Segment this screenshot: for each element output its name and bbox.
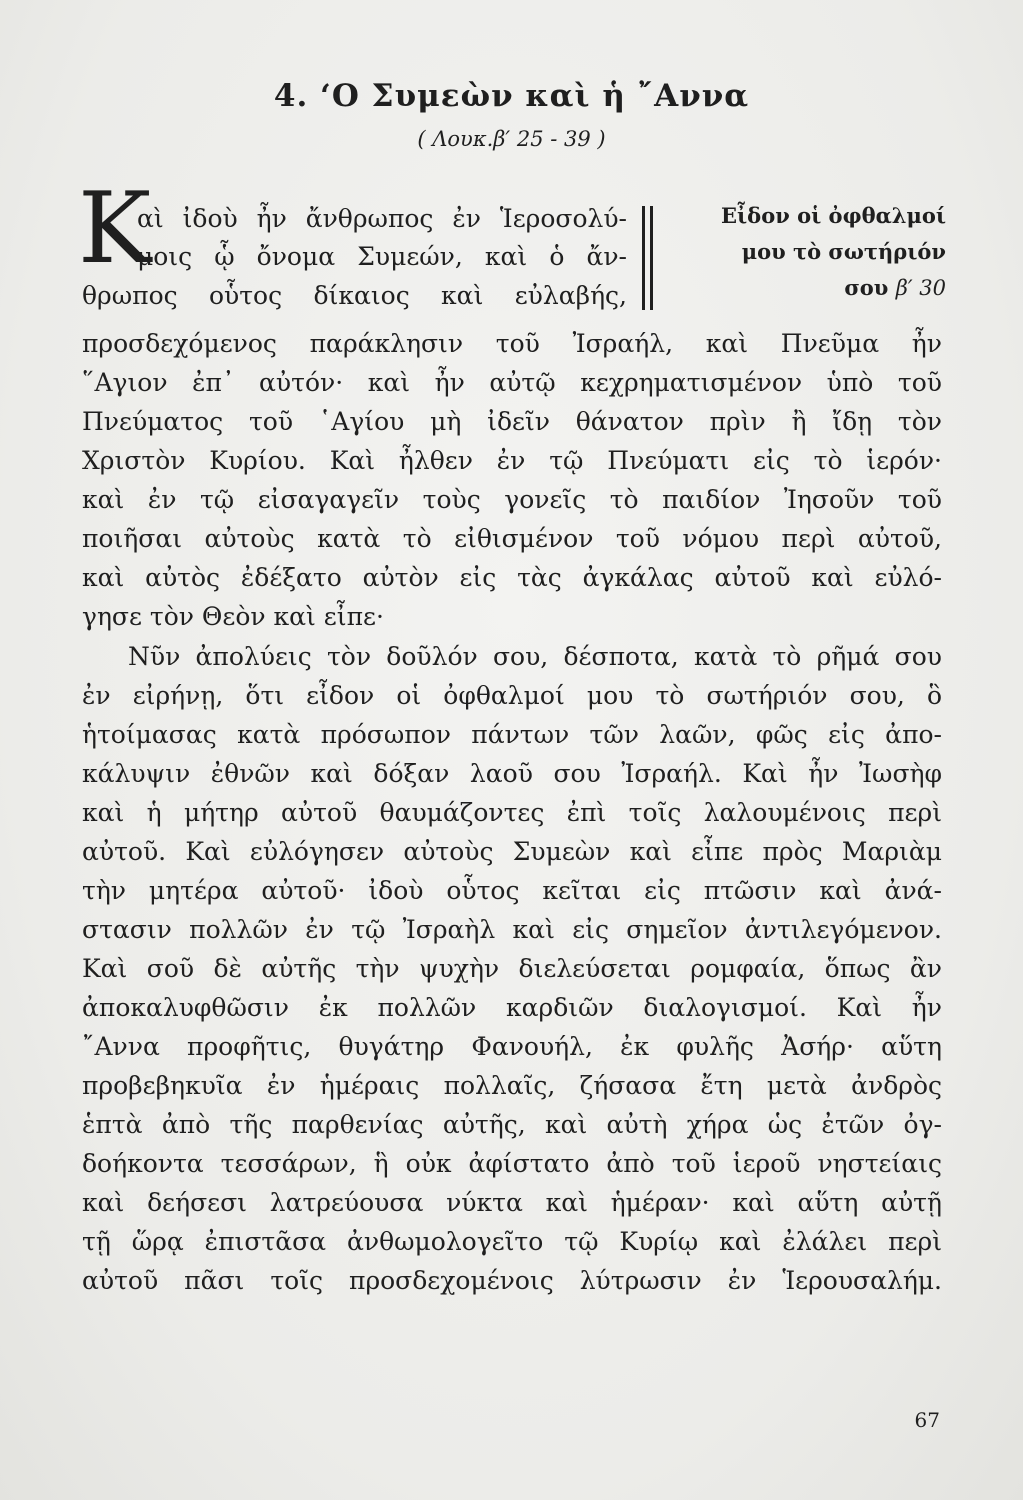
margin-rule [650, 206, 653, 310]
text-line: καὶ δεήσεσι λατρεύουσα νύκτα καὶ ἡμέραν· καὶ αὕτη αὐτῇ [82, 1188, 942, 1217]
margin-rule [642, 206, 645, 310]
margin-note-line: μου τὸ σωτήριόν [741, 239, 946, 264]
chapter-title: 4. ‘Ο Συμεὼν καὶ ἡ ῎Αννα [273, 78, 750, 114]
text-line: Πνεύματος τοῦ ῾Αγίου μὴ ἰδεῖν θάνατον πρὶν ἢ ἴδῃ τὸν [82, 407, 942, 436]
margin-note-word: σου [844, 275, 889, 300]
text-line: αὐτοῦ. Καὶ εὐλόγησεν αὐτοὺς Συμεὼν καὶ εἶπε πρὸς Μαριὰμ [82, 837, 942, 866]
text-line: Νῦν ἀπολύεις τὸν δοῦλόν σου, δέσποτα, κατὰ τὸ ρῆμά σου [128, 642, 942, 671]
text-line: Καὶ σοῦ δὲ αὐτῆς τὴν ψυχὴν διελεύσεται ρομφαία, ὅπως ἂν [82, 954, 942, 983]
text-line: καὶ ἐν τῷ εἰσαγαγεῖν τοὺς γονεῖς τὸ παιδίον Ἰησοῦν τοῦ [82, 485, 942, 514]
text-line: ἑπτὰ ἀπὸ τῆς παρθενίας αὐτῆς, καὶ αὐτὴ χήρα ὡς ἐτῶν ὀγ- [82, 1110, 942, 1139]
margin-note [656, 198, 946, 306]
text-line: κάλυψιν ἐθνῶν καὶ δόξαν λαοῦ σου Ἰσραήλ. Καὶ ἦν Ἰωσὴφ [82, 759, 942, 788]
text-line: καὶ ἡ μήτηρ αὐτοῦ θαυμάζοντες ἐπὶ τοῖς λαλουμένοις περὶ [82, 798, 942, 827]
text-line: προβεβηκυῖα ἐν ἡμέραις πολλαῖς, ζήσασα ἔτη μετὰ ἀνδρὸς [82, 1071, 942, 1100]
text-line: ῎Αννα προφῆτις, θυγάτηρ Φανουήλ, ἐκ φυλῆς Ἀσήρ· αὕτη [82, 1032, 942, 1061]
text-line: ἐν εἰρήνῃ, ὅτι εἶδον οἱ ὀφθαλμοί μου τὸ σωτήριόν σου, ὃ [82, 681, 942, 710]
margin-note-reference: β′ 30 [895, 276, 946, 300]
text-line: ἀποκαλυφθῶσιν ἐκ πολλῶν καρδιῶν διαλογισμοί. Καὶ ἦν [82, 993, 942, 1022]
text-line: ποιῆσαι αὐτοὺς κατὰ τὸ εἰθισμένον τοῦ νόμου περὶ αὐτοῦ, [82, 524, 942, 553]
text-line: ῞Αγιον ἐπ᾿ αὐτόν· καὶ ἦν αὐτῷ κεχρηματισμένον ὑπὸ τοῦ [82, 368, 942, 397]
text-line: αὶ ἰδοὺ ἦν ἄνθρωπος ἐν Ἱεροσολύ- [137, 204, 627, 233]
margin-note-line [656, 270, 946, 306]
scripture-reference: ( Λουκ.β′ 25 - 39 ) [417, 127, 606, 151]
text-line: αὐτοῦ πᾶσι τοῖς προσδεχομένοις λύτρωσιν ἐν Ἱερουσαλήμ. [82, 1266, 942, 1295]
text-line: θρωπος οὗτος δίκαιος καὶ εὐλαβής, [82, 281, 627, 310]
text-line: ἡτοίμασας κατὰ πρόσωπον πάντων τῶν λαῶν, φῶς εἰς ἀπο- [82, 720, 942, 749]
text-line: καὶ αὐτὸς ἐδέξατο αὐτὸν εἰς τὰς ἀγκάλας αὐτοῦ καὶ εὐλό- [82, 563, 942, 592]
text-line: προσδεχόμενος παράκλησιν τοῦ Ἰσραήλ, καὶ Πνεῦμα ἦν [82, 329, 942, 358]
drop-cap: Κ [78, 172, 152, 286]
text-line: στασιν πολλῶν ἐν τῷ Ἰσραὴλ καὶ εἰς σημεῖον ἀντιλεγόμενον. [82, 915, 942, 944]
text-line: Χριστὸν Κυρίου. Καὶ ἦλθεν ἐν τῷ Πνεύματι εἰς τὸ ἱερόν· [82, 446, 942, 475]
text-line: τὴν μητέρα αὐτοῦ· ἰδοὺ οὗτος κεῖται εἰς πτῶσιν καὶ ἀνά- [82, 876, 942, 905]
margin-note-line: Εἶδον οἱ ὀφθαλμοί [721, 203, 946, 228]
text-line: γησε τὸν Θεὸν καὶ εἶπε· [82, 602, 384, 631]
text-line: τῇ ὥρᾳ ἐπιστᾶσα ἀνθωμολογεῖτο τῷ Κυρίῳ καὶ ἐλάλει περὶ [82, 1227, 942, 1256]
text-line: δοήκοντα τεσσάρων, ἣ οὐκ ἀφίστατο ἀπὸ τοῦ ἱεροῦ νηστείαις [82, 1149, 942, 1178]
page-number: 67 [914, 1408, 940, 1432]
text-line: μοις ᾧ ὄνομα Συμεών, καὶ ὁ ἄν- [137, 242, 627, 271]
